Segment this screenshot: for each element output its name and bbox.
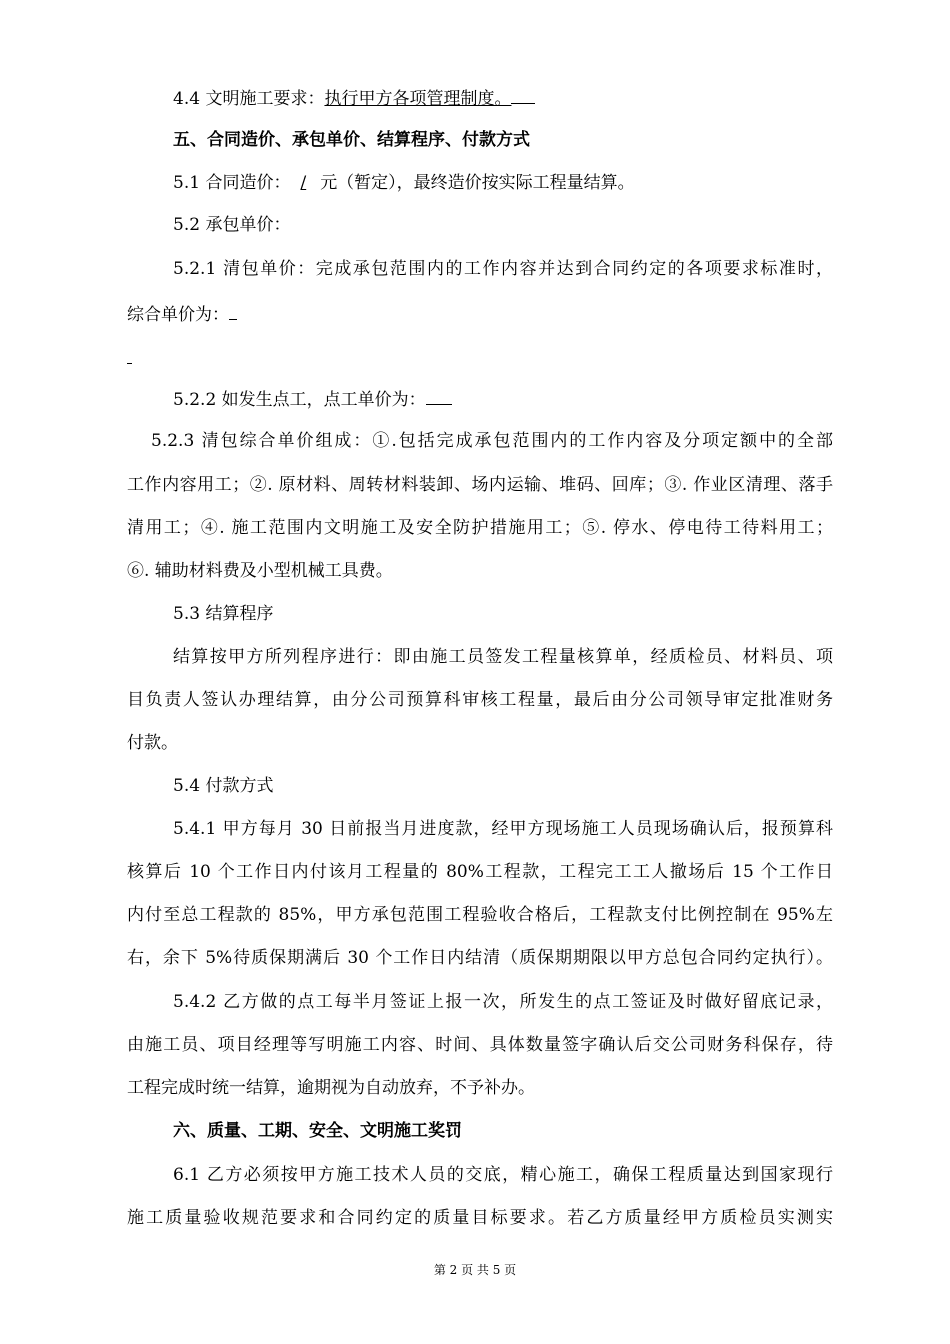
- clause-5-4-1-line2: 核算后 10 个工作日内付该月工程量的 80%工程款，工程完工工人撤场后 15 个工作日: [127, 862, 833, 882]
- clause-5-3-body-line3: 付款。: [127, 733, 178, 753]
- clause-5-4-1-line3: 内付至总工程款的 85%，甲方承包范围工程验收合格后，工程款支付比例控制在 95%左: [127, 905, 833, 925]
- clause-5-3-body-line2: 目负责人签认办理结算，由分公司预算科审核工程量，最后由分公司领导审定批准财务: [127, 690, 833, 710]
- clause-5-2-3-line2: 工作内容用工；②. 原材料、周转材料装卸、场内运输、堆码、回库；③. 作业区清理、落手: [127, 475, 833, 495]
- clause-5-3-body-line1: 结算按甲方所列程序进行：即由施工员签发工程量核算单，经质检员、材料员、项: [173, 647, 833, 667]
- clause-5-2-3-line4: ⑥. 辅助材料费及小型机械工具费。: [127, 561, 393, 581]
- clause-5-4-2-line3: 工程完成时统一结算，逾期视为自动放弃，不予补办。: [127, 1078, 535, 1098]
- section-5-heading: 五、合同造价、承包单价、结算程序、付款方式: [173, 130, 530, 150]
- clause-5-4-1-line4: 右，余下 5%待质保期满后 30 个工作日内结清（质保期期限以甲方总包合同约定执行）。: [127, 948, 833, 968]
- clause-4-4: 4.4 文明施工要求：执行甲方各项管理制度。: [173, 86, 535, 110]
- clause-6-1-line2: 施工质量验收规范要求和合同约定的质量目标要求。若乙方质量经甲方质检员实测实: [127, 1208, 833, 1228]
- clause-5-4: 5.4 付款方式: [173, 776, 274, 796]
- clause-5-4-2-line1: 5.4.2 乙方做的点工每半月签证上报一次，所发生的点工签证及时做好留底记录，: [173, 992, 833, 1012]
- clause-5-3: 5.3 结算程序: [173, 604, 274, 624]
- blank-mark: [127, 346, 132, 370]
- clause-6-1-line1: 6.1 乙方必须按甲方施工技术人员的交底，精心施工，确保工程质量达到国家现行: [173, 1165, 833, 1185]
- page-footer: 第 2 页 共 5 页: [433, 1263, 517, 1277]
- clause-5-4-2-line2: 由施工员、项目经理等写明施工内容、时间、具体数量签字确认后交公司财务科保存，待: [127, 1035, 833, 1055]
- clause-5-1: 5.1 合同造价： / 元（暂定），最终造价按实际工程量结算。: [173, 173, 635, 193]
- clause-5-2-1-line2: 综合单价为：: [127, 302, 237, 326]
- clause-5-2-3-line3: 清用工；④. 施工范围内文明施工及安全防护措施用工；⑤. 停水、停电待工待料用工；: [127, 518, 833, 538]
- section-6-heading: 六、质量、工期、安全、文明施工奖罚: [173, 1121, 462, 1141]
- clause-5-2-1-line1: 5.2.1 清包单价：完成承包范围内的工作内容并达到合同约定的各项要求标准时，: [173, 259, 833, 279]
- clause-5-2: 5.2 承包单价：: [173, 215, 291, 235]
- clause-5-2-2: 5.2.2 如发生点工，点工单价为：: [173, 387, 452, 411]
- clause-5-4-1-line1: 5.4.1 甲方每月 30 日前报当月进度款，经甲方现场施工人员现场确认后，报预算科: [173, 819, 833, 839]
- clause-5-2-3-line1: 5.2.3 清包综合单价组成：①.包括完成承包范围内的工作内容及分项定额中的全部: [151, 431, 833, 451]
